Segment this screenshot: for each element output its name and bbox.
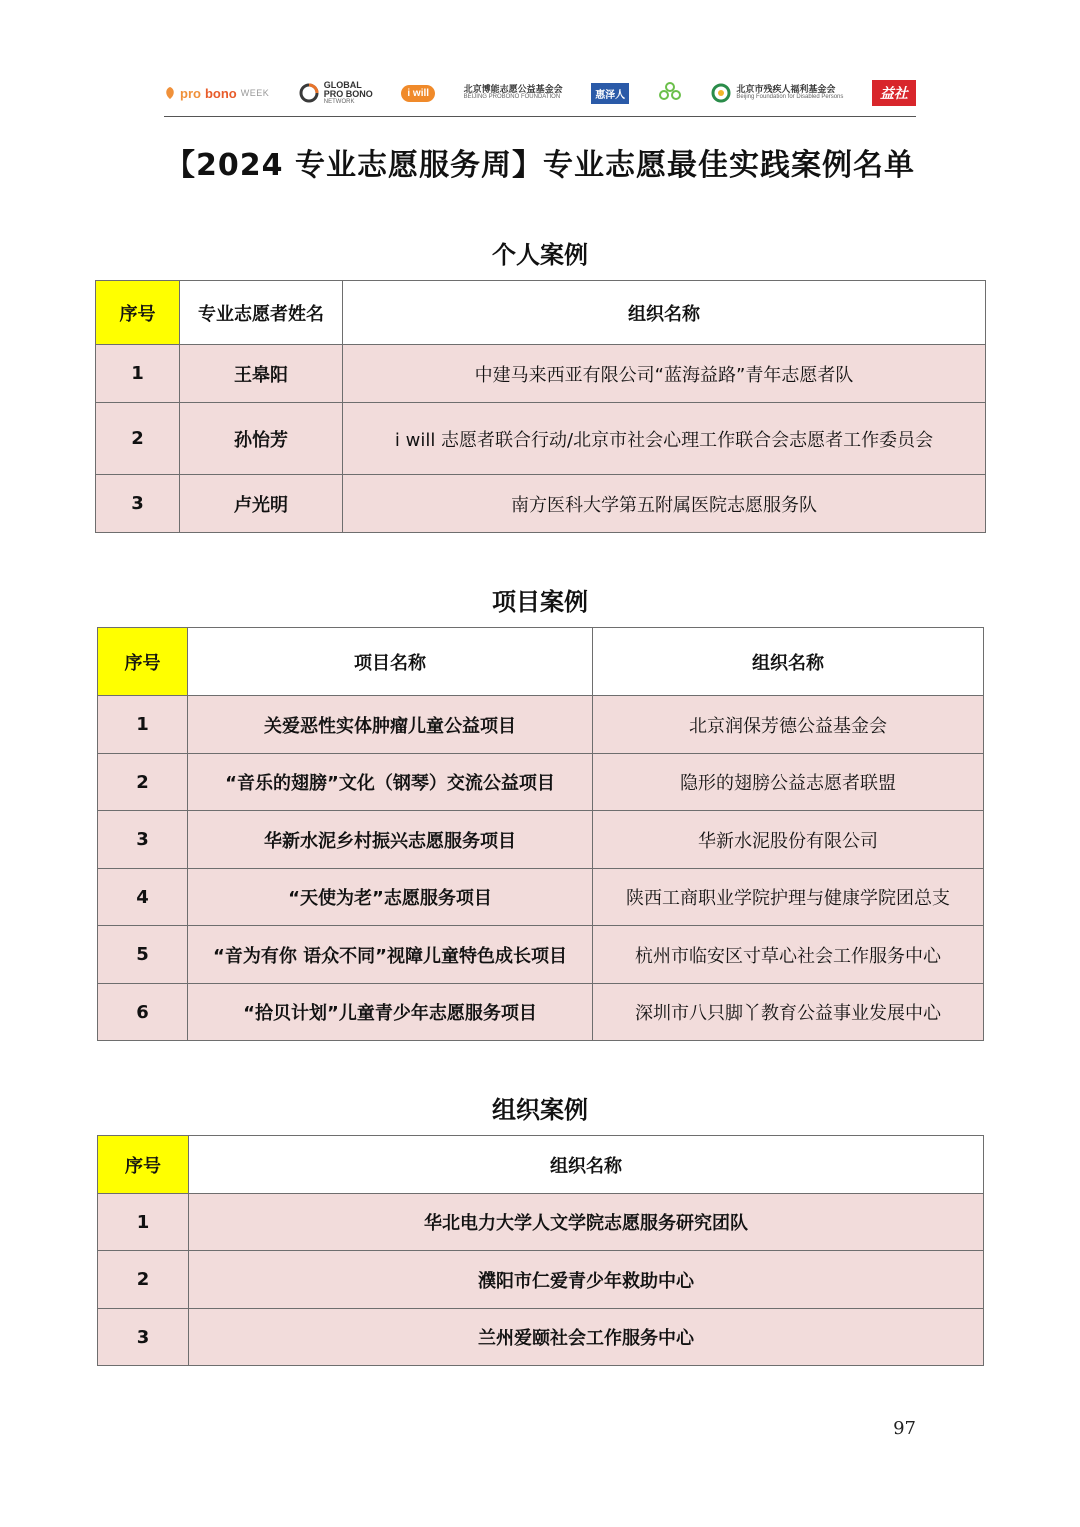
row-number: 1 [98,1194,189,1251]
flower-icon [658,81,682,105]
column-header-no: 序号 [98,1136,189,1194]
leaf-icon [164,86,176,100]
table-row [98,869,984,926]
project-name: “天使为老”志愿服务项目 [188,869,593,926]
column-header-organization: 组织名称 [189,1136,984,1194]
table-header-row [98,1136,984,1194]
row-number: 6 [98,984,188,1041]
page-number: 97 [893,1418,916,1439]
organization-name: 深圳市八只脚丫教育公益事业发展中心 [593,984,984,1041]
organization-name: 兰州爱颐社会工作服务中心 [189,1309,984,1366]
table-header-row [98,628,984,696]
volunteer-name: 卢光明 [180,475,343,533]
project-cases-heading: 项目案例 [492,588,588,616]
pro-bono-week-logo: pro bono WEEK [164,86,269,101]
huize-logo: 惠泽人 [591,83,629,104]
column-header-organization: 组织名称 [343,281,986,345]
organization-cases-table [97,1135,984,1366]
ring-icon [298,82,320,104]
project-name: 关爱恶性实体肿瘤儿童公益项目 [188,696,593,754]
row-number: 3 [96,475,180,533]
organization-name: 杭州市临安区寸草心社会工作服务中心 [593,926,984,984]
volunteer-name: 孙怡芳 [180,403,343,475]
organization-cases-heading: 组织案例 [492,1096,588,1124]
individual-cases-table [95,280,986,533]
iwill-badge: i will [401,85,435,102]
organization-name: 华北电力大学人文学院志愿服务研究团队 [189,1194,984,1251]
organization-name: 陕西工商职业学院护理与健康学院团总支 [593,869,984,926]
document-title: 【2024 专业志愿服务周】专业志愿最佳实践案例名单 [165,148,915,183]
swirl-icon [710,82,732,104]
individual-cases-heading: 个人案例 [492,241,588,269]
column-header-organization: 组织名称 [593,628,984,696]
volunteer-name: 王皋阳 [180,345,343,403]
yishe-logo: 益社 [872,80,916,106]
column-header-no: 序号 [98,628,188,696]
global-pro-bono-logo: GLOBAL PRO BONO NETWORK [298,81,373,106]
project-name: “音乐的翅膀”文化（钢琴）交流公益项目 [188,754,593,811]
row-number: 1 [96,345,180,403]
iwill-logo [401,85,435,102]
table-row [98,926,984,984]
row-number: 5 [98,926,188,984]
beijing-probono-foundation-logo: 北京博能志愿公益基金会 BEIJING PROBONO FOUNDATION [463,84,563,100]
column-header-volunteer-name: 专业志愿者姓名 [180,281,343,345]
row-number: 2 [98,754,188,811]
table-row [98,811,984,869]
beijing-disabled-foundation-logo: 北京市残疾人福利基金会 Beijing Foundation for Disabled Persons [710,82,843,104]
organization-name: i will 志愿者联合行动/北京市社会心理工作联合会志愿者工作委员会 [343,403,986,475]
table-header-row [96,281,986,345]
row-number: 3 [98,811,188,869]
organization-name: 中建马来西亚有限公司“蓝海益路”青年志愿者队 [343,345,986,403]
organization-name: 南方医科大学第五附属医院志愿服务队 [343,475,986,533]
project-name: 华新水泥乡村振兴志愿服务项目 [188,811,593,869]
table-row [98,754,984,811]
column-header-project-name: 项目名称 [188,628,593,696]
project-name: “音为有你 语众不同”视障儿童特色成长项目 [188,926,593,984]
header-divider [164,116,916,117]
organization-name: 北京润保芳德公益基金会 [593,696,984,754]
organization-name: 濮阳市仁爱青少年救助中心 [189,1251,984,1309]
row-number: 3 [98,1309,189,1366]
table-row [98,984,984,1041]
organization-name: 华新水泥股份有限公司 [593,811,984,869]
project-name: “拾贝计划”儿童青少年志愿服务项目 [188,984,593,1041]
organization-name: 隐形的翅膀公益志愿者联盟 [593,754,984,811]
table-row [98,1309,984,1366]
row-number: 2 [98,1251,189,1309]
table-row [98,1251,984,1309]
table-row [98,696,984,754]
logo-banner [164,72,916,114]
table-row [96,403,986,475]
table-row [98,1194,984,1251]
row-number: 4 [98,869,188,926]
project-cases-table [97,627,984,1041]
green-flower-logo [658,81,682,105]
column-header-no: 序号 [96,281,180,345]
table-row [96,345,986,403]
table-row [96,475,986,533]
row-number: 2 [96,403,180,475]
row-number: 1 [98,696,188,754]
